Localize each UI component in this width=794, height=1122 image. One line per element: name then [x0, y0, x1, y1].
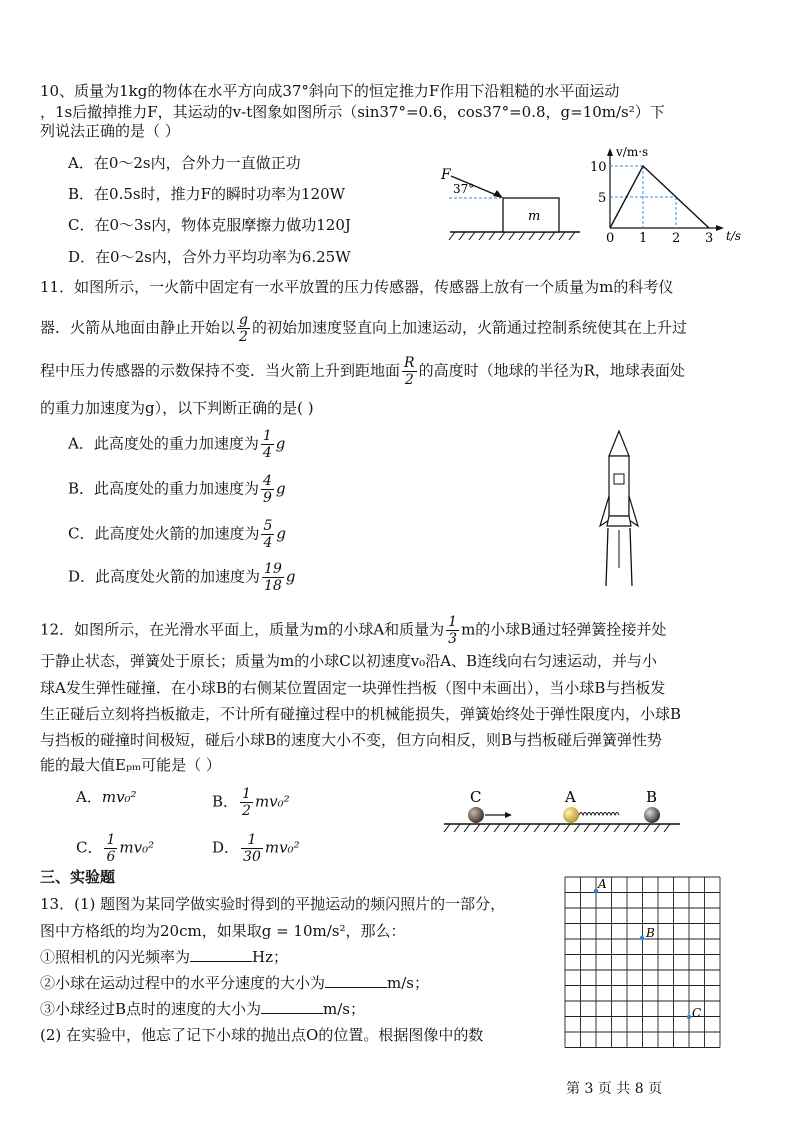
q12-option-b: B． $\frac{1}{2}$ mv₀²	[212, 786, 290, 819]
page-number: 第 3 页 共 8 页	[566, 1081, 663, 1097]
y-tick-label: 10	[590, 160, 607, 175]
y-tick-label: 5	[598, 191, 607, 206]
x-tick-label: 0	[606, 231, 615, 246]
q13-item3: ③小球经过B点时的速度的大小为 m/s；	[40, 1000, 366, 1018]
blank-3	[261, 999, 323, 1014]
q10-block-figure	[435, 162, 585, 244]
q11-option-c: C．此高度处火箭的加速度为 $\frac{5}{4}$ g	[68, 518, 287, 551]
rocket-figure	[596, 428, 642, 588]
blank-2	[325, 973, 387, 988]
q12-option-d: D． $\frac{1}{30}$ mv₀²	[212, 832, 300, 865]
q13-line2: 图中方格纸的均为20cm，如果取g = 10m/s²，那么：	[40, 922, 406, 940]
ball-b	[644, 807, 660, 823]
vt-chart	[578, 140, 748, 248]
q12-option-a: A．mv₀²	[76, 788, 137, 806]
point-c	[687, 1015, 691, 1019]
q10-option-d: D．在0～2s内，合外力平均功率为6.25W	[68, 248, 351, 266]
q12-line4: 生正碰后立刻将挡板撤走，不计所有碰撞过程中的机械能损失，弹簧始终处于弹性限度内，小球B	[40, 705, 682, 723]
point-b-label: B	[646, 926, 655, 940]
q12-line3: 球A发生弹性碰撞．在小球B的右侧某位置固定一块弹性挡板（图中未画出），当小球B与挡板发	[40, 679, 666, 697]
section-title: 三、实验题	[40, 868, 116, 886]
grid-figure	[562, 874, 728, 1050]
q11-option-d: D．此高度处火箭的加速度为 $\frac{19}{18}$ g	[68, 561, 296, 594]
q13-item1: ①照相机的闪光频率为 Hz；	[40, 948, 288, 966]
q13-last-line: (2) 在实验中，他忘了记下小球的抛出点O的位置。根据图像中的数	[40, 1026, 484, 1044]
y-axis-label: v/m·s	[616, 145, 649, 159]
q12-option-c: C． $\frac{1}{6}$ mv₀²	[76, 832, 155, 865]
q10-option-a: A．在0～2s内，合外力一直做正功	[68, 154, 301, 172]
angle-label: 37°	[453, 182, 475, 196]
q11-line3: 程中压力传感器的示数保持不变．当火箭上升到距地面 $\frac{R}{2}$ 的高度时（地球的半径为R，地球表面处	[40, 355, 685, 388]
x-axis-label: t/s	[726, 229, 742, 243]
ball-a	[563, 807, 579, 823]
ball-a-label: A	[565, 788, 576, 806]
force-label: F	[441, 167, 451, 183]
point-c-label: C	[692, 1006, 702, 1020]
block-label: m	[528, 209, 541, 224]
frac-r-2: $\frac{R}{2}$	[404, 355, 415, 388]
q11-option-b: B．此高度处的重力加速度为 $\frac{4}{9}$ g	[68, 473, 286, 506]
x-tick-label: 3	[705, 231, 714, 246]
q12-line5: 与挡板的碰撞时间极短，碰后小球B的速度大小不变，但方向相反，则B与挡板碰后弹簧弹性势	[40, 731, 663, 749]
q11-line4: 的重力加速度为g），以下判断正确的是( )	[40, 399, 314, 417]
q12-line1: 12．如图所示，在光滑水平面上，质量为m的小球A和质量为 $\frac{1}{3}$ m的小球B通过轻弹簧拴接并处	[40, 614, 667, 647]
x-tick-label: 1	[639, 231, 648, 246]
q11-option-a: A．此高度处的重力加速度为 $\frac{1}{4}$ g	[68, 428, 286, 461]
ball-b-label: B	[646, 788, 658, 806]
q12-line2: 于静止状态，弹簧处于原长；质量为m的小球C以初速度v₀沿A、B连线向右匀速运动，并与小	[40, 652, 658, 670]
spring	[579, 813, 619, 816]
ball-c	[468, 807, 484, 823]
q11-line1: 11．如图所示，一火箭中固定有一水平放置的压力传感器，传感器上放有一个质量为m的科考仪	[40, 278, 674, 296]
q10-line3: 列说法正确的是（ ）	[40, 122, 180, 140]
q10-line2: ，1s后撤掉推力F，其运动的v-t图象如图所示（sin37°=0.6，cos37°=0.8，g=10m/s²）下	[40, 103, 665, 121]
vt-line	[610, 166, 709, 228]
x-tick-label: 2	[672, 231, 681, 246]
q13-line1: 13．(1) 题图为某同学做实验时得到的平抛运动的频闪照片的一部分，	[40, 895, 506, 913]
blank-1	[190, 947, 252, 962]
q10-option-c: C．在0～3s内，物体克服摩擦力做功120J	[68, 216, 351, 234]
q10-option-b: B．在0.5s时，推力F的瞬时功率为120W	[68, 185, 346, 203]
q11-line2: 器．火箭从地面由静止开始以 $\frac{g}{2}$ 的初始加速度竖直向上加速运动，火箭通过控制系统使其在上升过	[40, 312, 687, 345]
q13-item2: ②小球在运动过程中的水平分速度的大小为 m/s；	[40, 974, 429, 992]
ball-c-label: C	[470, 788, 482, 806]
point-a-label: A	[598, 877, 607, 891]
balls-figure	[442, 788, 682, 834]
q12-line6: 能的最大值Eₚₘ可能是（ ）	[40, 756, 221, 774]
point-b	[640, 936, 644, 940]
frac-g-2: $\frac{g}{2}$	[239, 312, 248, 345]
q10-line1: 10、质量为1kg的物体在水平方向成37°斜向下的恒定推力F作用下沿粗糙的水平面运动	[40, 82, 620, 100]
